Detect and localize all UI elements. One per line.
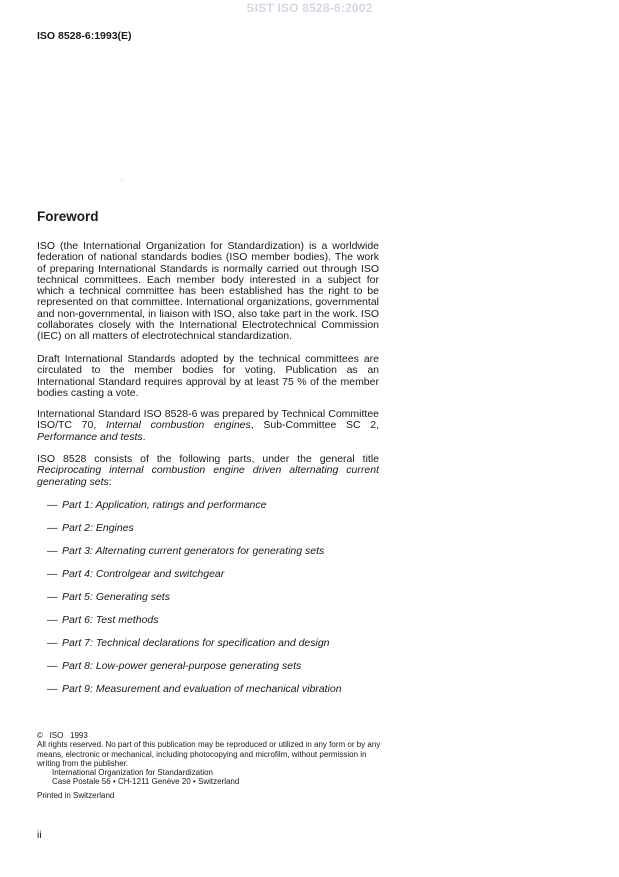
list-item: — Part 7: Technical declarations for specification and design — [47, 637, 330, 649]
rights-statement: All rights reserved. No part of this publication may be reproduced or utilized in any form or by any means, electronic or mechanical, including photocopying and microfilm, without permission in writing from the publisher. — [37, 740, 381, 768]
printed-in: Printed in Switzerland — [37, 790, 115, 800]
parts-list — [47, 499, 342, 706]
list-item: — Part 4: Controlgear and switchgear — [47, 568, 225, 580]
list-item: — Part 5: Generating sets — [47, 591, 170, 603]
page-number: ii — [37, 829, 42, 841]
foreword-paragraph-3: International Standard ISO 8528-6 was prepared by Technical Committee ISO/TC 70, Internal combustion engines, Sub-Committee SC 2, Performance and tests. — [37, 408, 379, 443]
copyright-line: © ISO 1993 — [37, 731, 88, 740]
foreword-title: Foreword — [37, 209, 99, 224]
organization-name: International Organization for Standardization — [52, 768, 213, 778]
foreword-paragraph-4: ISO 8528 consists of the following parts, under the general title Reciprocating internal combustion engine driven alternating current generating sets: — [37, 453, 379, 488]
list-item: — Part 6: Test methods — [47, 614, 159, 626]
list-item: — Part 1: Application, ratings and performance — [47, 499, 267, 511]
list-item: — Part 8: Low-power general-purpose generating sets — [47, 660, 302, 672]
copyright-block — [37, 731, 382, 800]
list-item: — Part 2: Engines — [47, 522, 134, 534]
watermark: SIST ISO 8528-6:2002 — [246, 1, 373, 15]
scan-speck — [121, 179, 122, 180]
list-item: — Part 3: Alternating current generators for generating sets — [47, 545, 325, 557]
foreword-paragraph-1: ISO (the International Organization for Standardization) is a worldwide federation of national standards bodies (ISO member bodies). The work of preparing International Standards is normally carried out through ISO technical committees. Each member body interested in a subject for which a technical committee has been established has the right to be represented on that committee. International organizations, governmental and non-governmental, in liaison with ISO, also take part in the work. ISO collaborates closely with the International Electrotechnical Commission (IEC) on all matters of electrotechnical standardization. — [37, 240, 379, 343]
organization-address: Case Postale 56 • CH-1211 Genève 20 • Switzerland — [52, 777, 240, 787]
list-item: — Part 9: Measurement and evaluation of mechanical vibration — [47, 683, 342, 695]
document-header: ISO 8528-6:1993(E) — [37, 30, 132, 42]
foreword-paragraph-2: Draft International Standards adopted by the technical committees are circulated to the member bodies for voting. Publication as an International Standard requires approval by at least 75 % of the member bodies casting a vote. — [37, 353, 379, 399]
